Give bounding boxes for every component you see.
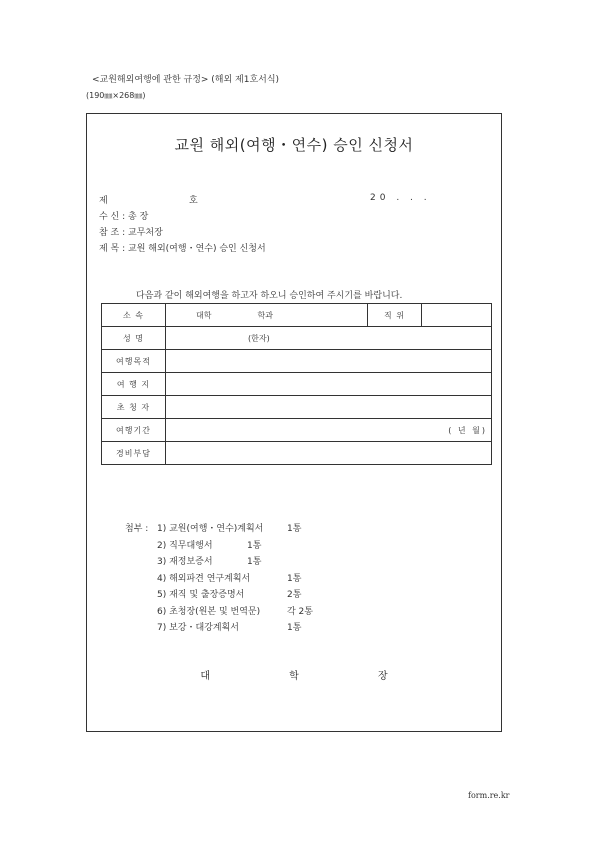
reference-value: 교무처장 xyxy=(128,228,163,238)
table-row xyxy=(102,373,492,396)
college-label: 대학 xyxy=(196,310,212,320)
inviter-label: 초 청 자 xyxy=(102,396,166,419)
position-field[interactable] xyxy=(422,304,492,327)
expense-field[interactable] xyxy=(166,442,492,465)
issuer-signature: 대 학 장 xyxy=(200,671,426,682)
destination-field[interactable] xyxy=(166,373,492,396)
attachment-text: 6) 초청장(원본 및 번역문) xyxy=(157,606,261,617)
period-label: 여행기간 xyxy=(102,419,166,442)
name-label: 성 명 xyxy=(102,327,166,350)
attachment-count: 2통 xyxy=(287,590,302,600)
attachment-count: 1통 xyxy=(247,557,262,567)
attachment-count: 각 2통 xyxy=(287,606,313,617)
subject-label: 제 목 : xyxy=(99,244,126,254)
affiliation-label: 소 속 xyxy=(102,304,166,327)
department-label: 학과 xyxy=(257,310,273,320)
recipient-value: 총 장 xyxy=(128,212,149,222)
attachment-text: 5) 재직 및 출장증명서 xyxy=(157,590,245,600)
recipient-line xyxy=(99,209,148,222)
table-row xyxy=(102,442,492,465)
reference-label: 참 조 : xyxy=(99,228,126,238)
name-field[interactable] xyxy=(166,327,492,350)
number-label: 제 xyxy=(99,196,111,206)
inviter-field[interactable] xyxy=(166,396,492,419)
attachment-count: 1통 xyxy=(287,623,302,633)
table-row xyxy=(102,419,492,442)
attachment-text: 2) 직무대행서 xyxy=(157,540,213,551)
attachment-text: 3) 재정보증서 xyxy=(157,557,213,567)
attachment-count: 1통 xyxy=(287,573,302,584)
recipient-label: 수 신 : xyxy=(99,212,126,222)
attachments-label: 첨부 : xyxy=(125,524,149,534)
regulation-note: <교원해외여행에 관한 규정> (해외 제1호서식) xyxy=(92,75,280,85)
request-statement: 다음과 같이 해외여행을 하고자 하오니 승인하여 주시기를 바랍니다. xyxy=(136,291,403,301)
attachment-text: 1) 교원(여행・연수)계획서 xyxy=(157,524,264,534)
attachment-text: 4) 해외파견 연구계획서 xyxy=(157,573,251,584)
subject-value: 교원 해외(여행・연수) 승인 신청서 xyxy=(128,244,266,254)
table-row xyxy=(102,396,492,419)
attachment-text: 7) 보강・대강계획서 xyxy=(157,623,239,633)
attachment-count: 1통 xyxy=(247,540,262,551)
table-row xyxy=(102,350,492,373)
form-title: 교원 해외(여행・연수) 승인 신청서 xyxy=(174,136,414,154)
affiliation-field[interactable] xyxy=(166,304,368,327)
site-watermark: form.re.kr xyxy=(468,791,510,800)
table-row xyxy=(102,327,492,350)
expense-label: 경비부담 xyxy=(102,442,166,465)
reference-line xyxy=(99,225,163,238)
number-suffix: 호 xyxy=(189,196,198,206)
purpose-label: 여행목적 xyxy=(102,350,166,373)
document-number-line xyxy=(99,193,119,206)
date-field[interactable]: 20 . . . xyxy=(370,193,431,203)
attachment-count: 1통 xyxy=(287,524,302,534)
period-field[interactable]: ( 년 월) xyxy=(166,419,492,442)
hanja-note: (한자) xyxy=(248,333,270,343)
subject-line xyxy=(99,241,266,254)
table-row xyxy=(102,304,492,327)
purpose-field[interactable] xyxy=(166,350,492,373)
applicant-info-table xyxy=(101,303,492,465)
size-note: (190㎜×268㎜) xyxy=(86,91,146,100)
position-label: 직 위 xyxy=(368,304,422,327)
destination-label: 여 행 지 xyxy=(102,373,166,396)
form-frame xyxy=(86,113,502,732)
